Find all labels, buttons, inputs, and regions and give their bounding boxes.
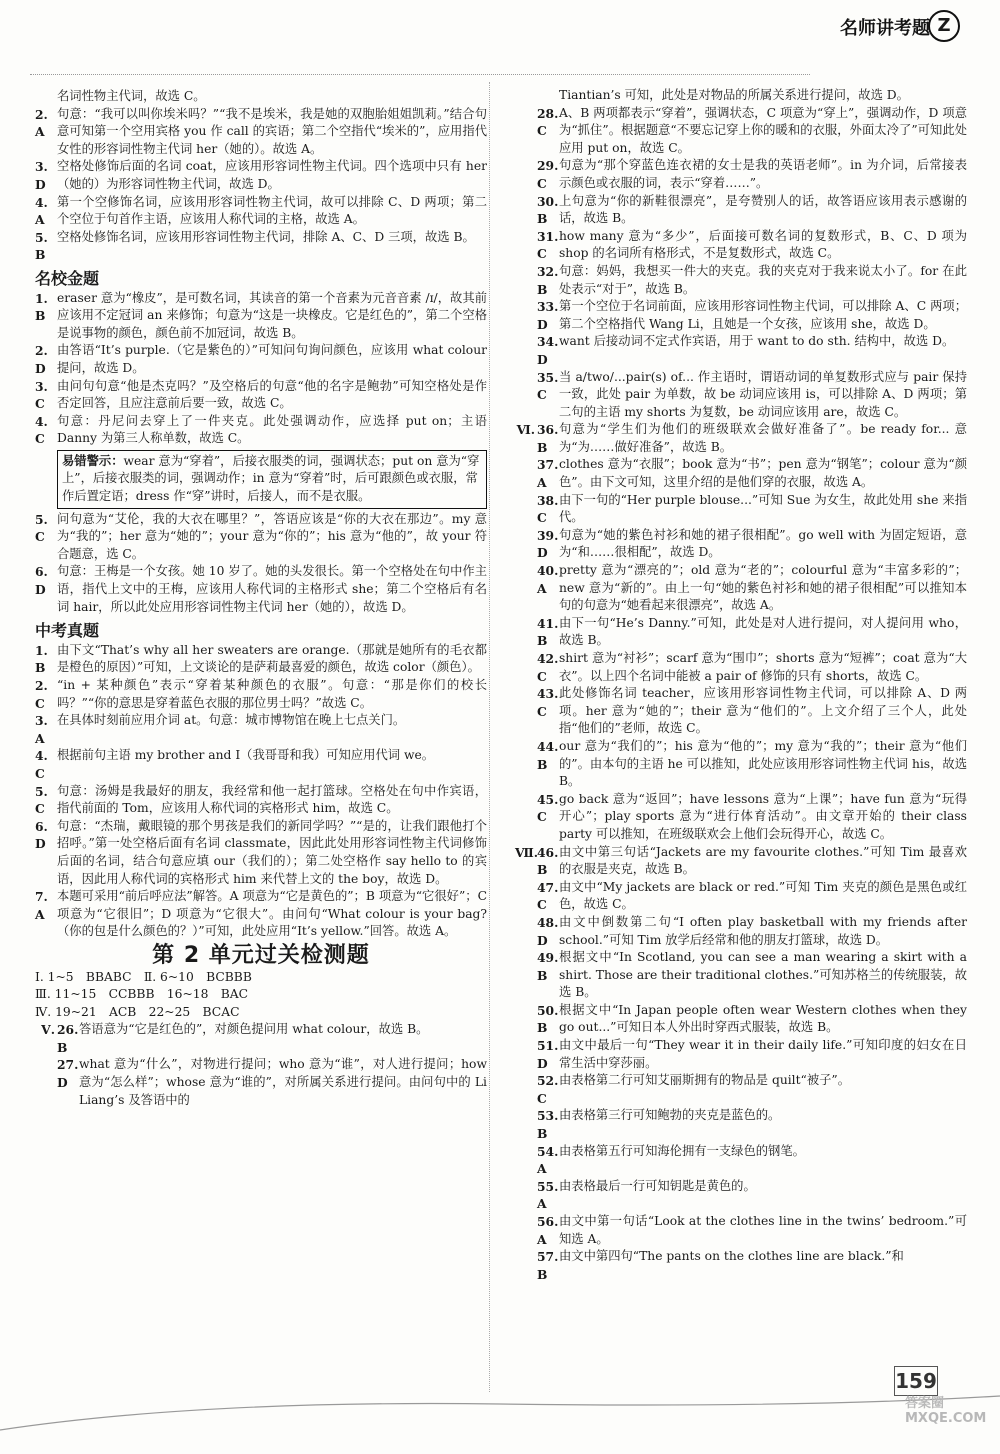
section-label: [515, 1143, 537, 1178]
item-number: 27. D: [57, 1057, 79, 1091]
item-number: 35. C: [537, 369, 559, 403]
section-label: [515, 492, 537, 527]
item-explanation: 由文中第四句“The pants on the clothes line are black.”和: [559, 1249, 904, 1264]
item-explanation: go back 意为“返回”；have lessons 意为“上课”；have fun 意为“玩得开心”；play sports 意为“进行体育活动”。由文章开始的 their class party 可以推知，在班级联欢会上他们会玩得开心，故选 C。: [559, 791, 967, 841]
item-explanation: A、B 两项都表示“穿着”，强调状态，C 项意为“穿上”，强调动作，D 项意为“抓住”。根据题意“不要忘记穿上你的暖和的衣服，外面太冷了”可知此处应用 put on，故选 C。: [559, 105, 967, 155]
section-label: [515, 1002, 537, 1037]
item-number: 30. B: [537, 193, 559, 227]
answer-item: [515, 1178, 967, 1213]
item-number: 2. A: [35, 106, 48, 140]
item-number: 3. C: [35, 378, 48, 412]
section-label: [515, 1248, 537, 1283]
section-label: [515, 685, 537, 738]
page-header: [0, 0, 1000, 92]
answer-item: [515, 791, 967, 844]
section-label: [515, 615, 537, 650]
item-number: 39. D: [537, 527, 559, 561]
item-explanation: 句意：王梅是一个女孩。她 10 岁了。她的头发很长。第一个空格处在句中作主语，指代上文中的王梅，应该用人称代词的主格形式 she；第二个空格后有名词 hair，所以此处应用形容词性物主代词 her（她的），故选 D。: [57, 564, 487, 614]
answer-item: [515, 1072, 967, 1107]
section-label: [515, 738, 537, 791]
answer-item: [515, 228, 967, 263]
item-explanation: 本题可采用“前后呼应法”解答。A 项意为“它是黄色的”；B 项意为“它很好”；C 项意为“它很旧”；D 项意为“它很大”。由问句“What colour is your bag?（你的包是什么颜色的？）”可知，此处应用“It’s yellow.”回答。故选 A。: [57, 889, 487, 939]
answer-key-rows: [35, 969, 487, 1022]
item-number: 52. C: [537, 1073, 559, 1106]
section-label: [515, 369, 537, 422]
item-explanation: 由下一句“He’s Danny.”可知，此处是对人进行提问，对人提问用 who，故选 B。: [559, 615, 967, 648]
item-explanation: 由文中第一句话“Look at the clothes line in the twins’ bedroom.”可知选 A。: [559, 1214, 967, 1246]
answer-item: [515, 1107, 967, 1142]
item-number: [35, 88, 57, 106]
item-number: 54. A: [537, 1143, 559, 1177]
answer-item: [515, 1143, 967, 1178]
answer-item: [35, 1056, 487, 1109]
answer-item: [35, 783, 487, 818]
item-explanation: “in + 某种颜色”表示“穿着某种颜色的衣服”。句意：“那是你们的校长吗？”“你的意思是穿着蓝色衣服的那位男士吗？”故选 C。: [57, 678, 487, 710]
answer-item: [35, 1021, 487, 1056]
item-number: 5. B: [35, 229, 48, 263]
item-explanation: 由文中第三句话“Jackets are my favourite clothes.”可知 Tim 最喜欢的衣服是夹克，故选 B。: [559, 844, 967, 877]
item-explanation: 由答语“It’s purple.（它是紫色的）”可知问句询问颜色，应该用 what colour 提问，故选 D。: [57, 343, 487, 375]
item-number: 47. C: [537, 879, 559, 913]
right-column: [515, 87, 967, 1283]
left-column: [35, 88, 487, 1109]
item-number: 3. A: [35, 713, 48, 746]
answer-item: [515, 333, 967, 368]
item-explanation: 句意：“杰瑞，戴眼镜的那个男孩是我们的新同学吗？”“是的，让我们跟他打个招呼。”第一处空格后面有名词 classmate，因此此处用形容词性物主代词修饰后面的名词，结合句意应填 our（我们的）；第二处空格作 say hello to 的宾语，因此用人称代词的宾格形式 him 来代替上文的 the boy，故选 D。: [57, 818, 487, 886]
item-explanation: want 后接动词不定式作宾语，用于 want to do sth. 结构中，故选 D。: [559, 334, 955, 349]
item-explanation: 此处修饰名词 teacher，应该用形容词性物主代词，可以排除 A、D 两项。her 意为“她的”；their 意为“他们的”。上文介绍了三个人，此处指“他们的”老师，故选 C。: [559, 686, 967, 736]
item-explanation: 句意：妈妈，我想买一件大的夹克。我的夹克对于我来说太小了。for 在此处表示“对于”，故选 B。: [559, 263, 967, 296]
answer-item: [35, 194, 487, 229]
item-explanation: 根据文中“In Japan people often wear Western clothes when they go out...”可知日本人外出时穿西式服装，故选 B。: [559, 1002, 967, 1035]
item-number: 57. B: [537, 1249, 559, 1282]
item-number: 4. A: [35, 194, 48, 228]
answer-item: [35, 158, 487, 193]
item-explanation: 问句意为“艾伦，我的大衣在哪里？”，答语应该是“你的大衣在那边”。my 意为“我的”；her 意为“她的”；your 意为“你的”；his 意为“他的”，故 your 符合题意，选 C。: [57, 511, 487, 561]
answer-item: [35, 342, 487, 377]
item-number: 45. C: [537, 791, 559, 825]
item-number: 5. C: [35, 783, 48, 817]
item-number: 1. B: [35, 642, 48, 676]
section-label: [515, 105, 537, 158]
section-label: [515, 193, 537, 228]
item-explanation: 由文中最后一句“They wear it in their daily life.”可知印度的妇女在日常生活中穿莎丽。: [559, 1038, 967, 1070]
section-label: [515, 456, 537, 491]
answer-item: [515, 157, 967, 192]
item-explanation: 上句意为“你的新鞋很漂亮”，是夸赞别人的话，故答语应该用表示感谢的话，故选 B。: [559, 193, 967, 226]
answer-key-row: Ⅰ. 1~5 BBABC Ⅱ. 6~10 BCBBB: [35, 969, 252, 984]
answer-item: [515, 527, 967, 562]
answer-item: [515, 562, 967, 615]
item-number: 6. D: [35, 818, 48, 852]
item-explanation: clothes 意为“衣服”；book 意为“书”；pen 意为“钢笔”；colour 意为“颜色”。由下文可知，这里介绍的是他们穿的衣服，故选 A。: [559, 457, 967, 490]
item-number: 31. C: [537, 228, 559, 262]
section-label: [515, 650, 537, 685]
answer-item: [515, 421, 967, 456]
item-number: 4. C: [35, 748, 48, 781]
item-explanation: shirt 意为“衬衫”；scarf 意为“围巾”；shorts 意为“短裤”；coat 意为“大衣”。以上四个名词中能被 a pair of 修饰的只有 shorts，故选 C。: [559, 651, 967, 683]
error-warning-note: [57, 450, 487, 509]
item-number: 55. A: [537, 1178, 559, 1212]
item-explanation: 句意：“我可以叫你埃米吗？”“我不是埃米，我是她的双胞胎姐姐凯莉。”结合句意可知第一个空用宾格 you 作 call 的宾语；第二个空指代“埃米的”，应用指代女性的形容词性物主代词 her（她的）。故选 A。: [57, 106, 487, 156]
section-label: [515, 791, 537, 844]
answer-item: [35, 378, 487, 413]
item-explanation: 答语意为“它是红色的”，对颜色提问用 what colour，故选 B。: [79, 1022, 429, 1037]
right-answers: [515, 87, 967, 1283]
item-number: 32. B: [537, 263, 559, 297]
section-label: [515, 1072, 537, 1107]
section-label: [515, 914, 537, 949]
answer-item: [515, 615, 967, 650]
item-number: 3. D: [35, 159, 48, 192]
section-label: Ⅵ.: [516, 422, 535, 438]
mingxiao-heading: 名校金题: [35, 268, 100, 288]
item-explanation: 由表格第三行可知鲍勃的夹克是蓝色的。: [559, 1108, 781, 1123]
section-label: [515, 1037, 537, 1072]
column-divider: [489, 82, 490, 1392]
item-number: 53. B: [537, 1108, 559, 1142]
answer-item: [515, 844, 967, 879]
item-number: 2. D: [35, 343, 48, 376]
brand-logo-icon: Z: [928, 10, 960, 42]
note-label: 易错警示：: [62, 453, 124, 468]
answer-item: [515, 263, 967, 298]
item-number: 5. C: [35, 511, 48, 545]
item-number: 46. B: [537, 844, 559, 878]
answer-item: [35, 888, 487, 941]
item-number: 40. A: [537, 563, 559, 596]
item-number: 6. D: [35, 564, 48, 598]
unit-answers: [35, 1021, 487, 1109]
answer-item: [35, 747, 487, 782]
answer-item: [515, 650, 967, 685]
header-rule: [30, 74, 810, 75]
answer-item: [35, 563, 487, 616]
section-label: Ⅶ.: [515, 844, 539, 860]
answer-item: [515, 298, 967, 333]
item-number: 38. C: [537, 492, 559, 526]
item-number: 51. D: [537, 1038, 559, 1071]
item-explanation: Tiantian’s 可知，此处是对物品的所属关系进行提问，故选 D。: [559, 88, 909, 102]
answer-item: [515, 87, 967, 105]
section-label: Ⅴ.: [41, 1022, 55, 1038]
item-explanation: 由下一句的“Her purple blouse...”可知 Sue 为女生，故此处用 she 来指代。: [559, 492, 967, 525]
answer-item: [35, 413, 487, 448]
watermark: 答案圈 MXQE.COM: [905, 1396, 987, 1426]
answer-item: [35, 818, 487, 888]
item-explanation: 句意为“学生们为他们的班级联欢会做好准备了”。be ready for... 意为“为……做好准备”，故选 B。: [559, 422, 967, 454]
section-label: [515, 527, 537, 562]
footer-decoration: [0, 1390, 1000, 1454]
answer-item: [515, 193, 967, 228]
item-explanation: 名词性物主代词，故选 C。: [57, 89, 206, 103]
item-number: 36. B: [537, 422, 559, 455]
zhongkao-heading: 中考真题: [35, 621, 100, 641]
answer-item: [35, 642, 487, 677]
note-text: wear 意为“穿着”，后接衣服类的词，强调状态；put on 意为“穿上”，后接衣服类的词，强调动作；in 意为“穿着”时，后可跟颜色或衣服，常作后置定语；dress 作“穿”讲时，后接人，而不是衣服。: [62, 453, 480, 504]
answer-item: [35, 106, 487, 159]
answer-item: [515, 879, 967, 914]
item-number: 28. C: [537, 105, 559, 139]
item-number: 26. B: [57, 1022, 79, 1055]
answer-item: [515, 914, 967, 949]
answer-key-row: Ⅲ. 11~15 CCBBB 16~18 BAC: [35, 987, 249, 1002]
item-explanation: what 意为“什么”，对物进行提问；who 意为“谁”，对人进行提问；how 意为“怎么样”；whose 意为“谁的”，对所属关系进行提问。由问句中的 Li Liang’s 及答语中的: [79, 1057, 487, 1107]
section-label: [515, 263, 537, 298]
item-number: 49. B: [537, 950, 559, 983]
item-explanation: 句意为“她的紫色衬衫和她的裙子很相配”。go well with 为固定短语，意为“和……很相配”，故选 D。: [559, 527, 967, 560]
answer-item: [515, 456, 967, 491]
answer-item: [515, 949, 967, 1002]
answer-item: [515, 1248, 967, 1283]
item-explanation: 在具体时刻前应用介词 at。句意：城市博物馆在晚上七点关门。: [57, 713, 406, 728]
item-number: [537, 87, 559, 105]
item-number: 34. D: [537, 334, 559, 367]
item-explanation: 句意：汤姆是我最好的朋友，我经常和他一起打篮球。空格处在句中作宾语，指代前面的 Tom，应该用人称代词的宾格形式 him，故选 C。: [57, 783, 487, 816]
zhongkao-answers: [35, 642, 487, 941]
brand-title: 名师讲考题: [840, 18, 930, 39]
item-number: 29. C: [537, 158, 559, 191]
answer-item: [515, 1037, 967, 1072]
item-explanation: 句意：丹尼问去穿上了一件夹克。此处强调动作，应选择 put on；主语 Danny 为第三人称单数，故选 C。: [57, 413, 487, 446]
item-explanation: 根据前句主语 my brother and I（我哥哥和我）可知应用代词 we。: [57, 748, 435, 763]
answer-item: [515, 1213, 967, 1248]
item-explanation: 句意为“那个穿蓝色连衣裙的女士是我的英语老师”。in 为介词，后常接表示颜色或衣服的词，表示“穿着……”。: [559, 158, 967, 190]
item-explanation: 由文中“My jackets are black or red.”可知 Tim 夹克的颜色是黑色或红色，故选 C。: [559, 879, 967, 912]
item-explanation: 根据文中“In Scotland, you can see a man wearing a skirt with a shirt. Those are their traditional clothes.”可知苏格兰的传统服装，故选 B。: [559, 950, 967, 1000]
section-label: [515, 298, 537, 333]
item-explanation: 当 a/two/...pair(s) of... 作主语时，谓语动词的单复数形式应与 pair 保持一致，此处 pair 为单数，故 be 动词应该用 is，可以排除 A、D 两项；第二句的主语 my shorts 为复数，be 动词应该用 are，故选 C。: [559, 369, 967, 419]
unit-title: 第 2 单元过关检测题: [152, 942, 370, 968]
intro-answers: [35, 88, 487, 264]
item-number: 41. B: [537, 615, 559, 649]
item-explanation: 空格处修饰名词，应该用形容词性物主代词，排除 A、C、D 三项，故选 B。: [57, 229, 475, 244]
item-number: 37. A: [537, 457, 559, 491]
answer-item: [515, 1002, 967, 1037]
item-number: 50. B: [537, 1002, 559, 1036]
item-number: 43. C: [537, 686, 559, 719]
page-number: 159: [894, 1366, 938, 1396]
section-label: [515, 879, 537, 914]
item-explanation: 由文中倒数第二句“I often play basketball with my friends after school.”可知 Tim 放学后经常和他的朋友打篮球，故选 D。: [559, 914, 967, 947]
section-label: [515, 228, 537, 263]
answer-item: [515, 369, 967, 422]
answer-item: [515, 105, 967, 158]
answer-item: [515, 685, 967, 738]
item-number: 48. D: [537, 914, 559, 948]
item-number: 4. C: [35, 413, 48, 447]
section-label: [515, 562, 537, 615]
item-explanation: 由问句句意“他是杰克吗？”及空格后的句意“他的名字是鲍勃”可知空格处是作否定回答，且应注意前后要一致，故选 C。: [57, 378, 487, 411]
item-number: 2. C: [35, 678, 48, 711]
item-number: 42. C: [537, 651, 559, 684]
item-number: 1. B: [35, 290, 48, 324]
item-explanation: 由表格最后一行可知钥匙是黄色的。: [559, 1178, 756, 1193]
item-explanation: 由下文“That’s why all her sweaters are orange.（那就是她所有的毛衣都是橙色的原因）”可知，上文谈论的是萨莉最喜爱的颜色，故选 color（颜色）。: [57, 642, 487, 675]
item-explanation: 由表格第五行可知海伦拥有一支绿色的钢笔。: [559, 1143, 805, 1158]
answer-item: [35, 511, 487, 564]
answer-item: [35, 88, 487, 106]
item-explanation: pretty 意为“漂亮的”；old 意为“老的”；colourful 意为“丰富多彩的”；new 意为“新的”。由上一句“她的紫色衬衫和她的裙子很相配”可以推知本句的句意为“她看起来很漂亮”，故选 A。: [559, 563, 967, 613]
answer-item: [515, 492, 967, 527]
answer-item: [35, 712, 487, 747]
section-label: [515, 1213, 537, 1248]
answer-item: [515, 738, 967, 791]
item-explanation: 空格处修饰后面的名词 coat，应该用形容词性物主代词。四个选项中只有 her（她的）为形容词性物主代词，故选 D。: [57, 159, 487, 191]
item-explanation: 第一个空位于名词前面，应该用形容词性物主代词，可以排除 A、C 两项；第二个空格指代 Wang Li，且她是一个女孩，应该用 she，故选 D。: [559, 299, 967, 331]
item-number: 33. D: [537, 299, 559, 332]
section-label: [515, 157, 537, 192]
item-number: 44. B: [537, 738, 559, 772]
section-label: [515, 333, 537, 368]
item-explanation: how many 意为“多少”，后面接可数名词的复数形式，B、C、D 项为 shop 的名词所有格形式，不是复数形式，故选 C。: [559, 228, 967, 261]
mingxiao-answers: [35, 290, 487, 448]
item-explanation: 第一个空修饰名词，应该用形容词性物主代词，故可以排除 C、D 两项；第二个空位于句首作主语，应该用人称代词的主格，故选 A。: [57, 194, 487, 227]
item-explanation: eraser 意为“橡皮”，是可数名词，其读音的第一个音素为元音音素 /ɪ/，故其前应该用不定冠词 an 来修饰；句意为“这是一块橡皮。它是红色的”，第二个空格是说事物的颜色，颜色前不加冠词，故选 B。: [57, 290, 487, 340]
section-label: [35, 1056, 57, 1109]
section-label: [515, 1107, 537, 1142]
item-explanation: our 意为“我们的”；his 意为“他的”；my 意为“我的”；their 意为“他们的”。由本句的主语 he 可以推知，此处应该用形容词性物主代词 his，故选 B。: [559, 738, 967, 789]
item-number: 56. A: [537, 1214, 559, 1247]
section-label: [515, 949, 537, 1002]
item-explanation: 由表格第二行可知艾丽斯拥有的物品是 quilt“被子”。: [559, 1073, 851, 1088]
answer-key-row: Ⅳ. 19~21 ACB 22~25 BCAC: [35, 1004, 240, 1019]
item-number: 7. A: [35, 889, 48, 922]
answer-item: [35, 290, 487, 343]
answer-item: [35, 677, 487, 712]
section-label: [515, 1178, 537, 1213]
mingxiao-answers-continued: [35, 511, 487, 617]
answer-item: [35, 229, 487, 264]
section-label: [515, 87, 537, 105]
